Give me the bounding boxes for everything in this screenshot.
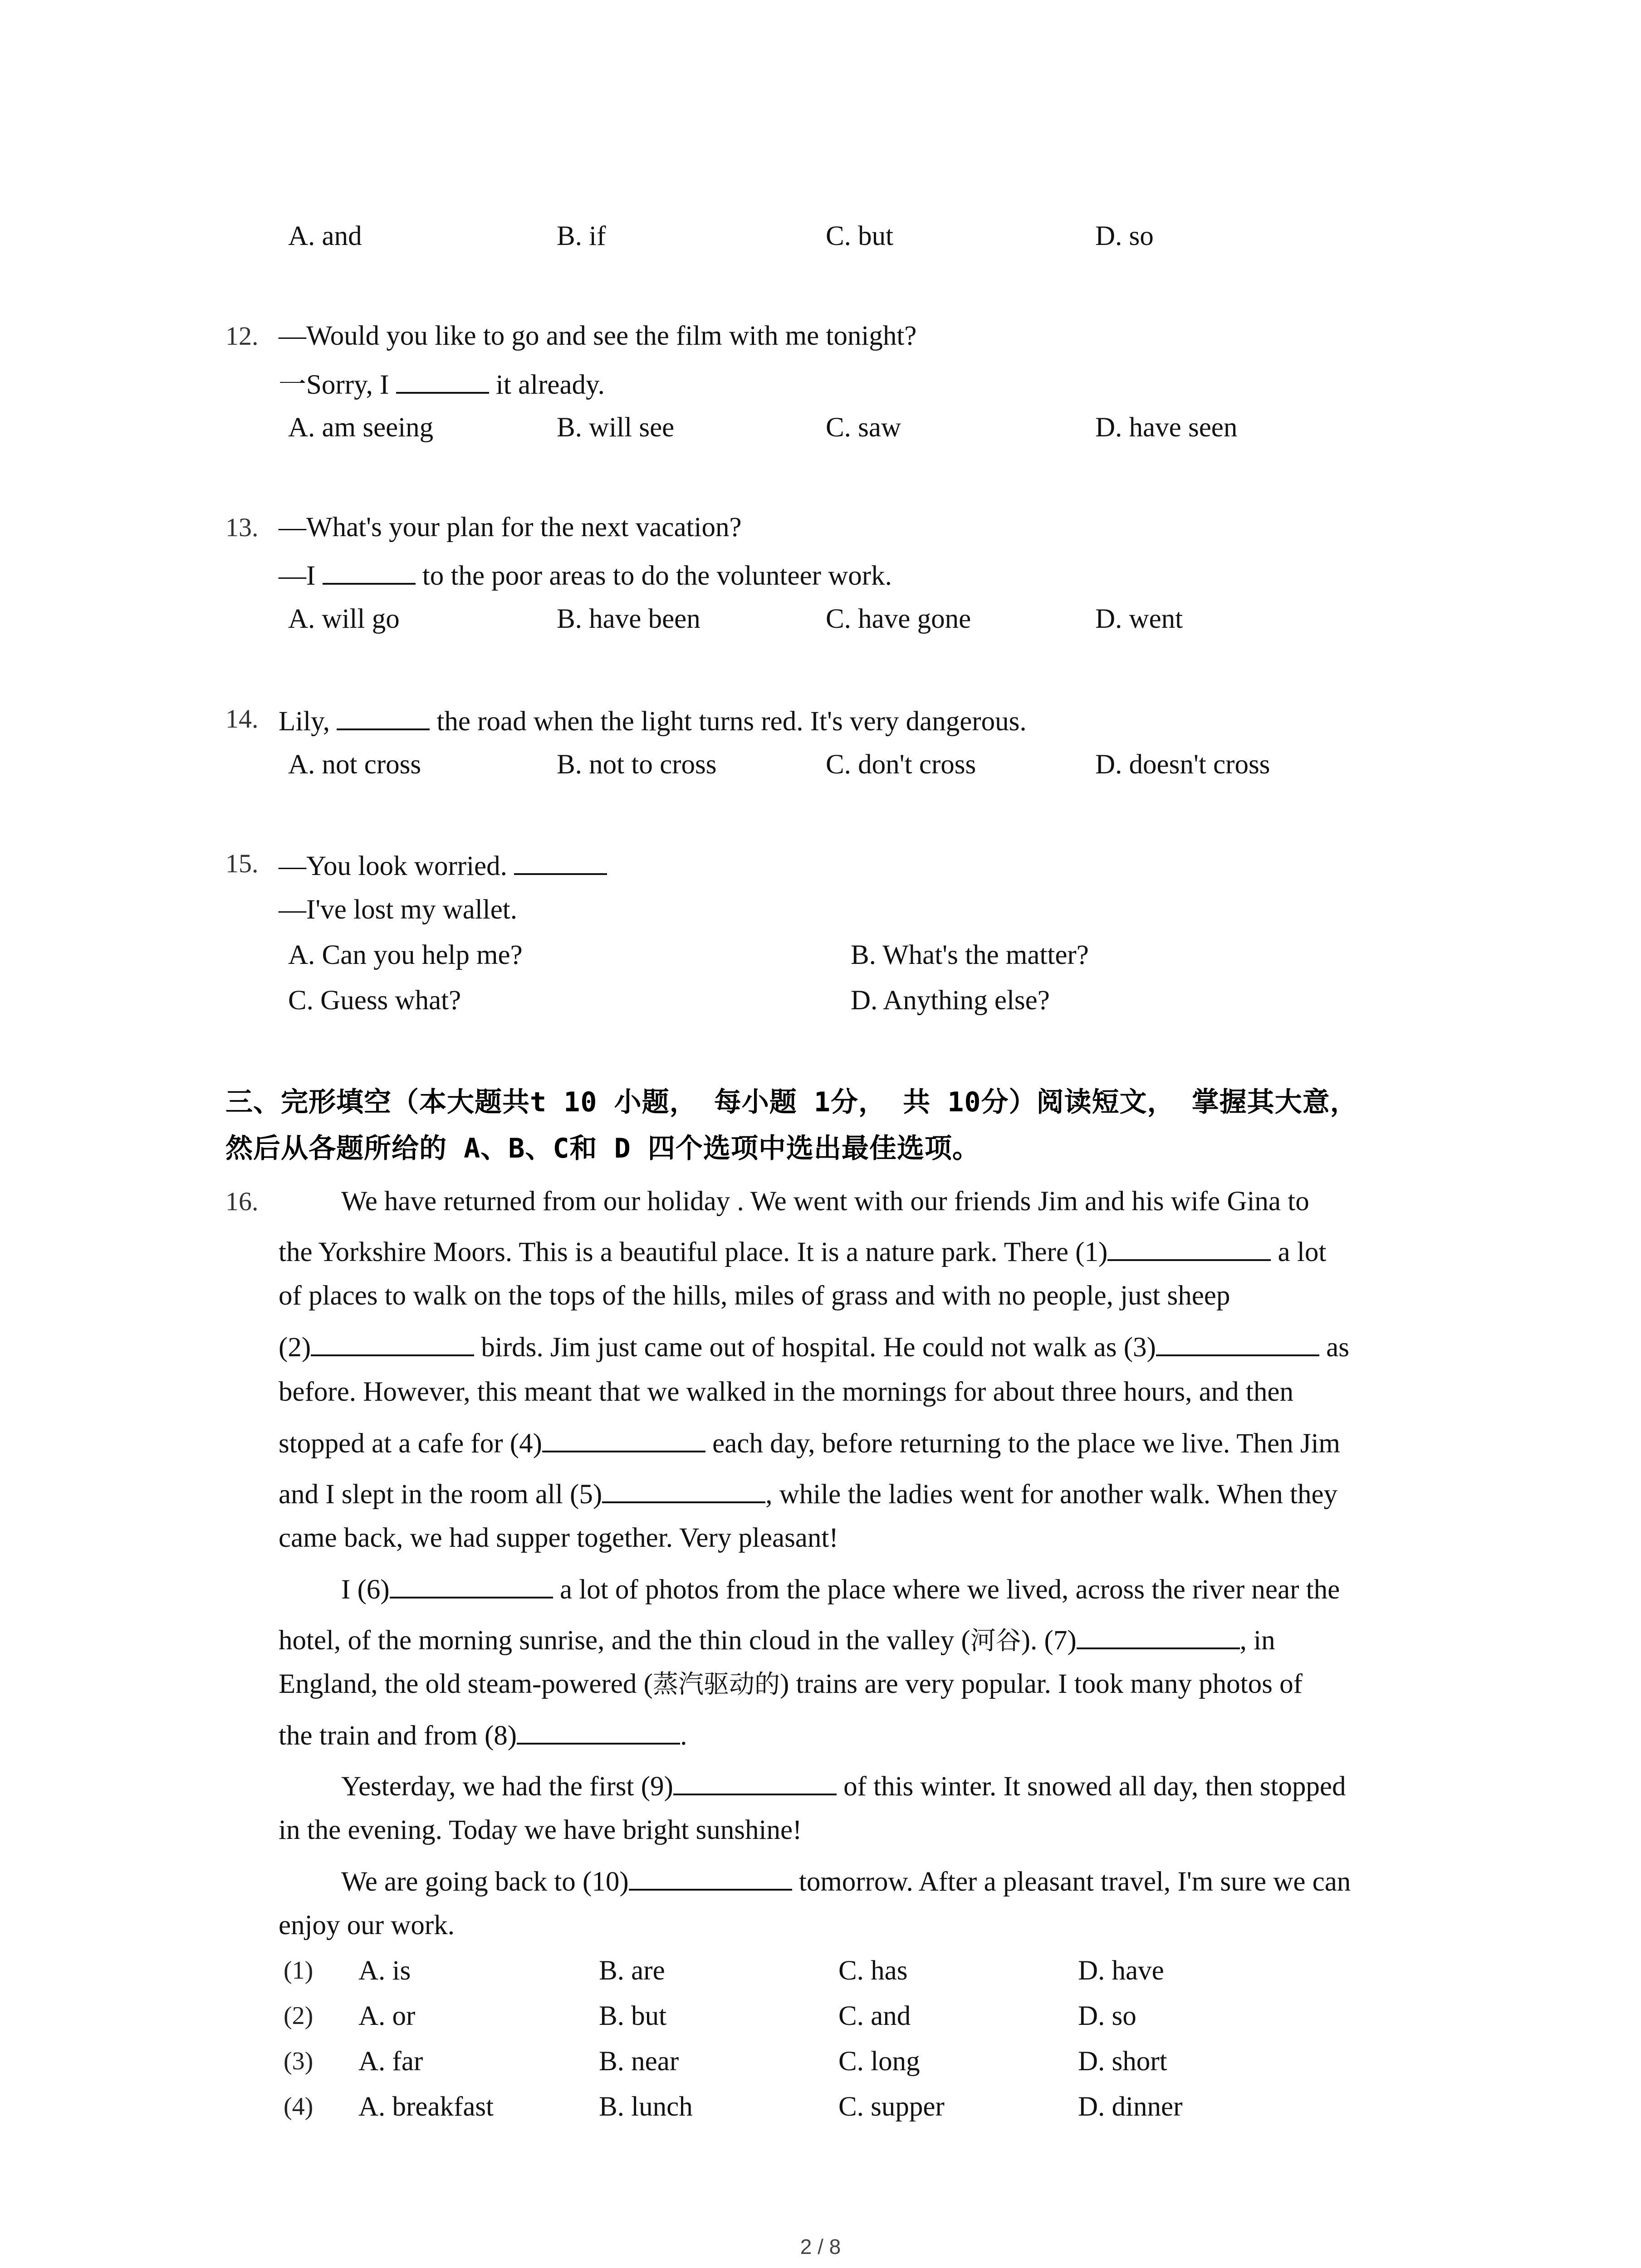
passage-blank-8 bbox=[517, 1719, 680, 1745]
passage-line: We have returned from our holiday . We went with our friends Jim and his wife Gina to bbox=[341, 1186, 1309, 1217]
subq3-option-a: A. far bbox=[358, 2046, 423, 2077]
q13-option-c: C. have gone bbox=[826, 604, 971, 634]
section-heading-line1: 三、完形填空（本大题共t 10 小题， 每小题 1分， 共 10分）阅读短文， 掌握其大意， bbox=[225, 1086, 1358, 1118]
answer-blank bbox=[337, 705, 430, 730]
subq4-option-c: C. supper bbox=[838, 2092, 945, 2122]
q13-option-a: A. will go bbox=[288, 604, 400, 634]
passage-line: (2) birds. Jim just came out of hospital. He could not walk as (3) as bbox=[279, 1331, 1349, 1361]
passage-line: Yesterday, we had the first (9) of this winter. It snowed all day, then stopped bbox=[341, 1770, 1346, 1800]
passage-blank-3 bbox=[1156, 1331, 1319, 1356]
passage-line: the Yorkshire Moors. This is a beautiful place. It is a nature park. There (1) a lot bbox=[279, 1236, 1326, 1266]
subq3-option-b: B. near bbox=[599, 2046, 679, 2077]
subq2-option-d: D. so bbox=[1078, 2001, 1136, 2031]
subq-number: (4) bbox=[284, 2092, 314, 2121]
subq4-option-a: A. breakfast bbox=[358, 2092, 494, 2122]
passage-line: before. However, this meant that we walked in the mornings for about three hours, and then bbox=[279, 1377, 1293, 1407]
subq-number: (2) bbox=[284, 2002, 314, 2030]
subq1-option-c: C. has bbox=[838, 1955, 908, 1986]
passage-line: the train and from (8) . bbox=[279, 1719, 687, 1750]
page-number: 2 / 8 bbox=[800, 2235, 841, 2258]
q14-option-b: B. not to cross bbox=[557, 749, 717, 780]
q12-number: 12. bbox=[225, 321, 259, 351]
q15-number: 15. bbox=[225, 849, 259, 878]
passage-line: stopped at a cafe for (4) each day, before returning to the place we live. Then Jim bbox=[279, 1427, 1340, 1457]
subq1-option-d: D. have bbox=[1078, 1955, 1164, 1986]
q15-option-c: C. Guess what? bbox=[288, 985, 461, 1016]
subq-number: (3) bbox=[284, 2047, 314, 2075]
q14-number: 14. bbox=[225, 704, 259, 733]
subq1-option-b: B. are bbox=[599, 1955, 665, 1986]
q14-option-d: D. doesn't cross bbox=[1095, 749, 1270, 780]
q11-option-a: A. and bbox=[288, 221, 362, 251]
subq2-option-a: A. or bbox=[358, 2001, 416, 2031]
subq4-option-b: B. lunch bbox=[599, 2092, 693, 2122]
passage-blank-2 bbox=[311, 1331, 474, 1356]
subq2-option-c: C. and bbox=[838, 2001, 911, 2031]
passage-line: in the evening. Today we have bright sunshine! bbox=[279, 1815, 802, 1845]
passage-line: enjoy our work. bbox=[279, 1910, 455, 1941]
passage-line: came back, we had supper together. Very pleasant! bbox=[279, 1523, 838, 1553]
subq3-option-d: D. short bbox=[1078, 2046, 1167, 2077]
passage-line: hotel, of the morning sunrise, and the thin cloud in the valley (河谷). (7) , in bbox=[279, 1624, 1275, 1654]
q12-prompt: —Would you like to go and see the film with me tonight? bbox=[279, 321, 917, 351]
answer-blank bbox=[396, 368, 489, 394]
passage-blank-5 bbox=[602, 1478, 765, 1503]
q16-number: 16. bbox=[225, 1187, 259, 1216]
q13-option-b: B. have been bbox=[557, 604, 700, 634]
section-heading-line2: 然后从各题所给的 A、B、C和 D 四个选项中选出最佳选项。 bbox=[225, 1133, 980, 1164]
q11-option-d: D. so bbox=[1095, 221, 1154, 251]
passage-line: of places to walk on the tops of the hills, miles of grass and with no people, just sheep bbox=[279, 1281, 1230, 1311]
q14-option-a: A. not cross bbox=[288, 749, 421, 780]
q13-number: 13. bbox=[225, 513, 259, 542]
q13-option-d: D. went bbox=[1095, 604, 1183, 634]
q12-option-a: A. am seeing bbox=[288, 412, 434, 443]
q15-response: —I've lost my wallet. bbox=[279, 894, 518, 925]
q12-option-b: B. will see bbox=[557, 412, 675, 443]
q14-prompt: Lily, the road when the light turns red. It's very dangerous. bbox=[279, 705, 1027, 735]
q15-option-b: B. What's the matter? bbox=[851, 940, 1089, 970]
q15-option-d: D. Anything else? bbox=[851, 985, 1050, 1016]
passage-line: and I slept in the room all (5) , while the ladies went for another walk. When they bbox=[279, 1478, 1337, 1508]
q14-option-c: C. don't cross bbox=[826, 749, 976, 780]
q15-prompt: —You look worried. bbox=[279, 850, 607, 880]
q11-option-c: C. but bbox=[826, 221, 894, 251]
q12-response: 一Sorry, I it already. bbox=[279, 368, 605, 399]
passage-blank-10 bbox=[629, 1865, 792, 1891]
q15-option-a: A. Can you help me? bbox=[288, 940, 523, 970]
passage-blank-4 bbox=[542, 1427, 705, 1452]
q13-response: —I to the poor areas to do the volunteer work. bbox=[279, 559, 892, 590]
answer-blank bbox=[323, 559, 416, 585]
q11-option-b: B. if bbox=[557, 221, 606, 251]
subq2-option-b: B. but bbox=[599, 2001, 667, 2031]
answer-blank bbox=[514, 850, 607, 875]
q12-option-d: D. have seen bbox=[1095, 412, 1238, 443]
subq3-option-c: C. long bbox=[838, 2046, 920, 2077]
passage-line: England, the old steam-powered (蒸汽驱动的) trains are very popular. I took many photos of bbox=[279, 1669, 1303, 1699]
passage-line: We are going back to (10) tomorrow. After a pleasant travel, I'm sure we can bbox=[341, 1865, 1351, 1896]
q12-option-c: C. saw bbox=[826, 412, 901, 443]
subq1-option-a: A. is bbox=[358, 1955, 411, 1986]
q13-prompt: —What's your plan for the next vacation? bbox=[279, 512, 742, 543]
subq4-option-d: D. dinner bbox=[1078, 2092, 1183, 2122]
passage-line: I (6) a lot of photos from the place where we lived, across the river near the bbox=[341, 1573, 1340, 1603]
passage-blank-7 bbox=[1077, 1624, 1240, 1649]
subq-number: (1) bbox=[284, 1956, 314, 1984]
passage-blank-9 bbox=[673, 1770, 837, 1795]
passage-blank-1 bbox=[1107, 1236, 1271, 1261]
passage-blank-6 bbox=[390, 1573, 553, 1598]
